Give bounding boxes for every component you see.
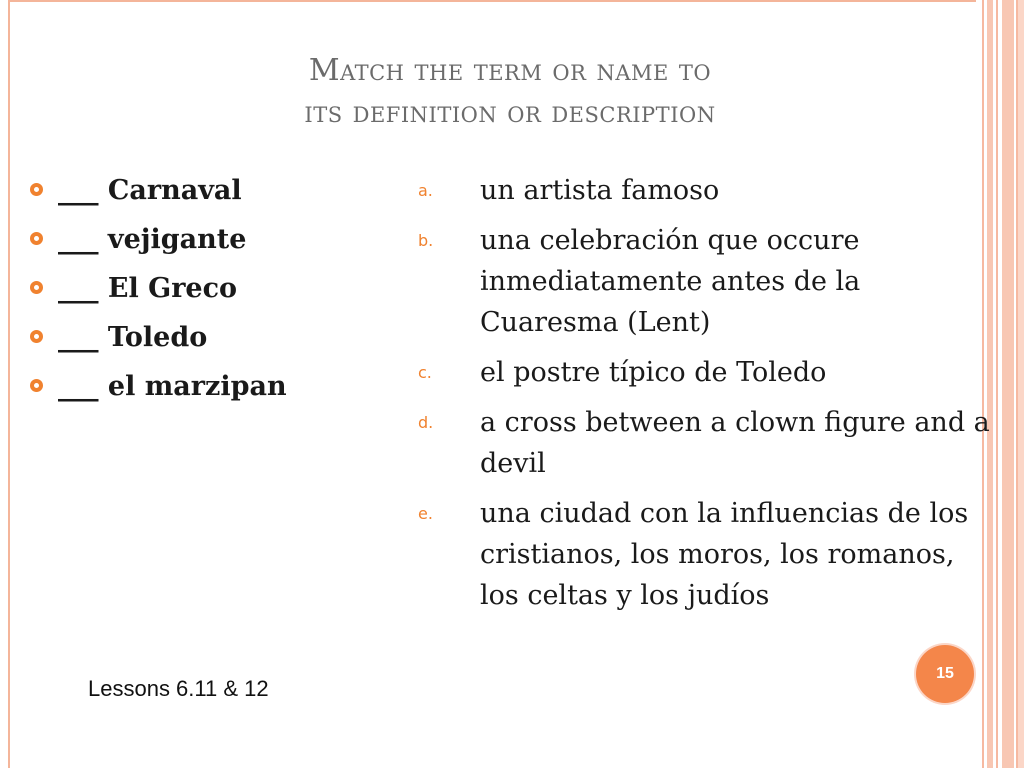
circle-bullet-icon bbox=[30, 281, 43, 294]
term-item bbox=[30, 215, 390, 264]
term-text: ___ vejigante bbox=[58, 224, 247, 255]
footer-text: Lessons 6.11 & 12 bbox=[88, 676, 269, 701]
definition-text: un artista famoso bbox=[480, 175, 720, 206]
definition-item bbox=[418, 170, 998, 211]
slide-left-border bbox=[8, 0, 10, 768]
term-item bbox=[30, 362, 390, 411]
definition-letter: a. bbox=[418, 181, 433, 200]
definition-text: una ciudad con la influencias de los cristianos, los moros, los romanos, los celtas y los judíos bbox=[480, 498, 969, 611]
term-text: ___ Toledo bbox=[58, 322, 208, 353]
circle-bullet-icon bbox=[30, 183, 43, 196]
term-item bbox=[30, 166, 390, 215]
circle-bullet-icon bbox=[30, 379, 43, 392]
definitions-list bbox=[418, 170, 998, 625]
circle-bullet-icon bbox=[30, 330, 43, 343]
slide-title bbox=[120, 50, 900, 134]
definition-text: a cross between a clown figure and a devil bbox=[480, 407, 990, 479]
definition-letter: d. bbox=[418, 413, 434, 432]
definition-item bbox=[418, 220, 998, 343]
term-text: ___ Carnaval bbox=[58, 175, 242, 206]
circle-bullet-icon bbox=[30, 232, 43, 245]
definition-letter: c. bbox=[418, 363, 432, 382]
definition-text: el postre típico de Toledo bbox=[480, 357, 827, 388]
definition-letter: e. bbox=[418, 504, 433, 523]
definition-item bbox=[418, 493, 998, 616]
term-text: ___ el marzipan bbox=[58, 371, 287, 402]
title-line-1: Match the term or name to bbox=[308, 53, 712, 88]
slide-top-border bbox=[8, 0, 976, 2]
definition-item bbox=[418, 402, 998, 484]
definition-text: una celebración que occure inmediatamente antes de la Cuaresma (Lent) bbox=[480, 225, 861, 338]
title-line-2: its definition or description bbox=[304, 95, 716, 130]
page-number-badge: 15 bbox=[916, 645, 974, 703]
definition-letter: b. bbox=[418, 231, 434, 250]
term-text: ___ El Greco bbox=[58, 273, 238, 304]
terms-list bbox=[30, 166, 390, 411]
definition-item bbox=[418, 352, 998, 393]
term-item bbox=[30, 313, 390, 362]
term-item bbox=[30, 264, 390, 313]
